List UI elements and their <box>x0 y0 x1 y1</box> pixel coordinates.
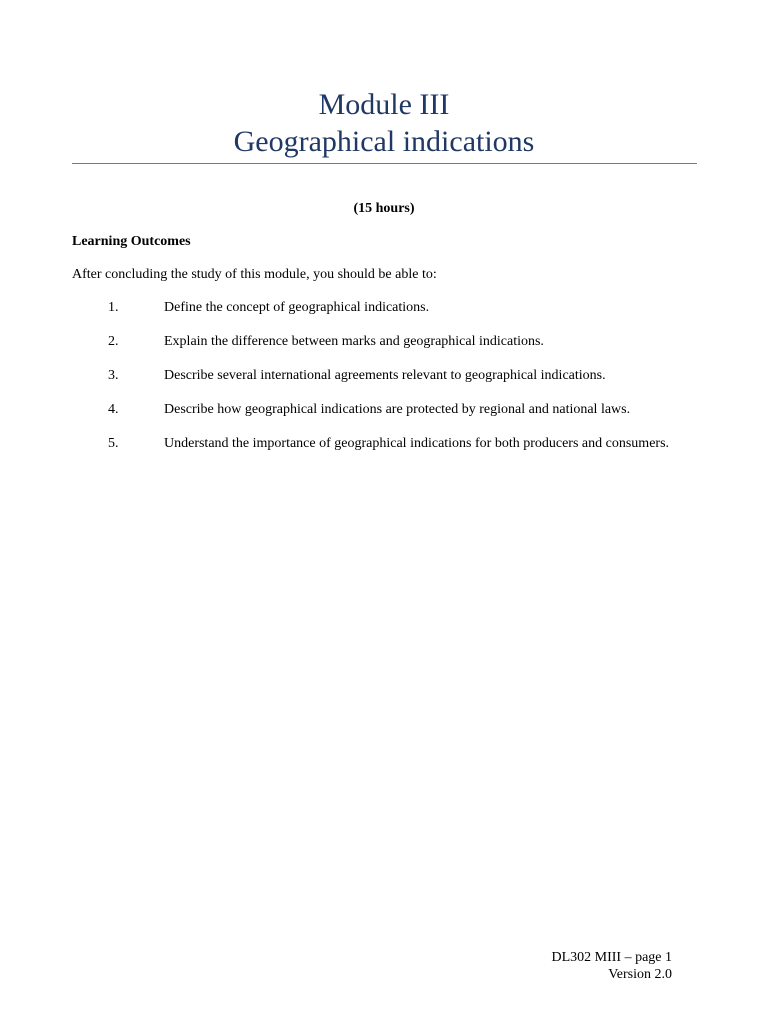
list-item-text: Define the concept of geographical indications. <box>164 300 430 315</box>
learning-outcomes-intro: After concluding the study of this module, you should be able to: <box>72 267 437 282</box>
list-item <box>108 333 696 350</box>
list-item-text: Understand the importance of geographical indications for both producers and consumers. <box>164 436 670 451</box>
module-title-number: Module III <box>318 88 450 121</box>
list-item-number: 3. <box>108 368 119 383</box>
list-item-text: Explain the difference between marks and geographical indications. <box>164 334 544 349</box>
list-item <box>108 435 696 452</box>
title-divider <box>72 163 697 164</box>
list-item-number: 2. <box>108 334 119 349</box>
list-item <box>108 367 696 384</box>
list-item-number: 1. <box>108 300 119 315</box>
list-item <box>108 299 696 316</box>
learning-outcomes-heading: Learning Outcomes <box>72 234 191 249</box>
footer-version: Version 2.0 <box>608 967 672 982</box>
module-title <box>72 86 696 160</box>
list-item <box>108 401 696 418</box>
page-footer <box>551 949 672 983</box>
list-item-text: Describe how geographical indications are protected by regional and national laws. <box>164 402 631 417</box>
module-duration: (15 hours) <box>353 201 415 216</box>
list-item-number: 4. <box>108 402 119 417</box>
list-item-number: 5. <box>108 436 119 451</box>
learning-outcomes-list <box>108 299 696 469</box>
footer-page-label: DL302 MIII – page 1 <box>551 950 672 965</box>
list-item-text: Describe several international agreements relevant to geographical indications. <box>164 368 606 383</box>
module-title-topic: Geographical indications <box>233 125 535 158</box>
